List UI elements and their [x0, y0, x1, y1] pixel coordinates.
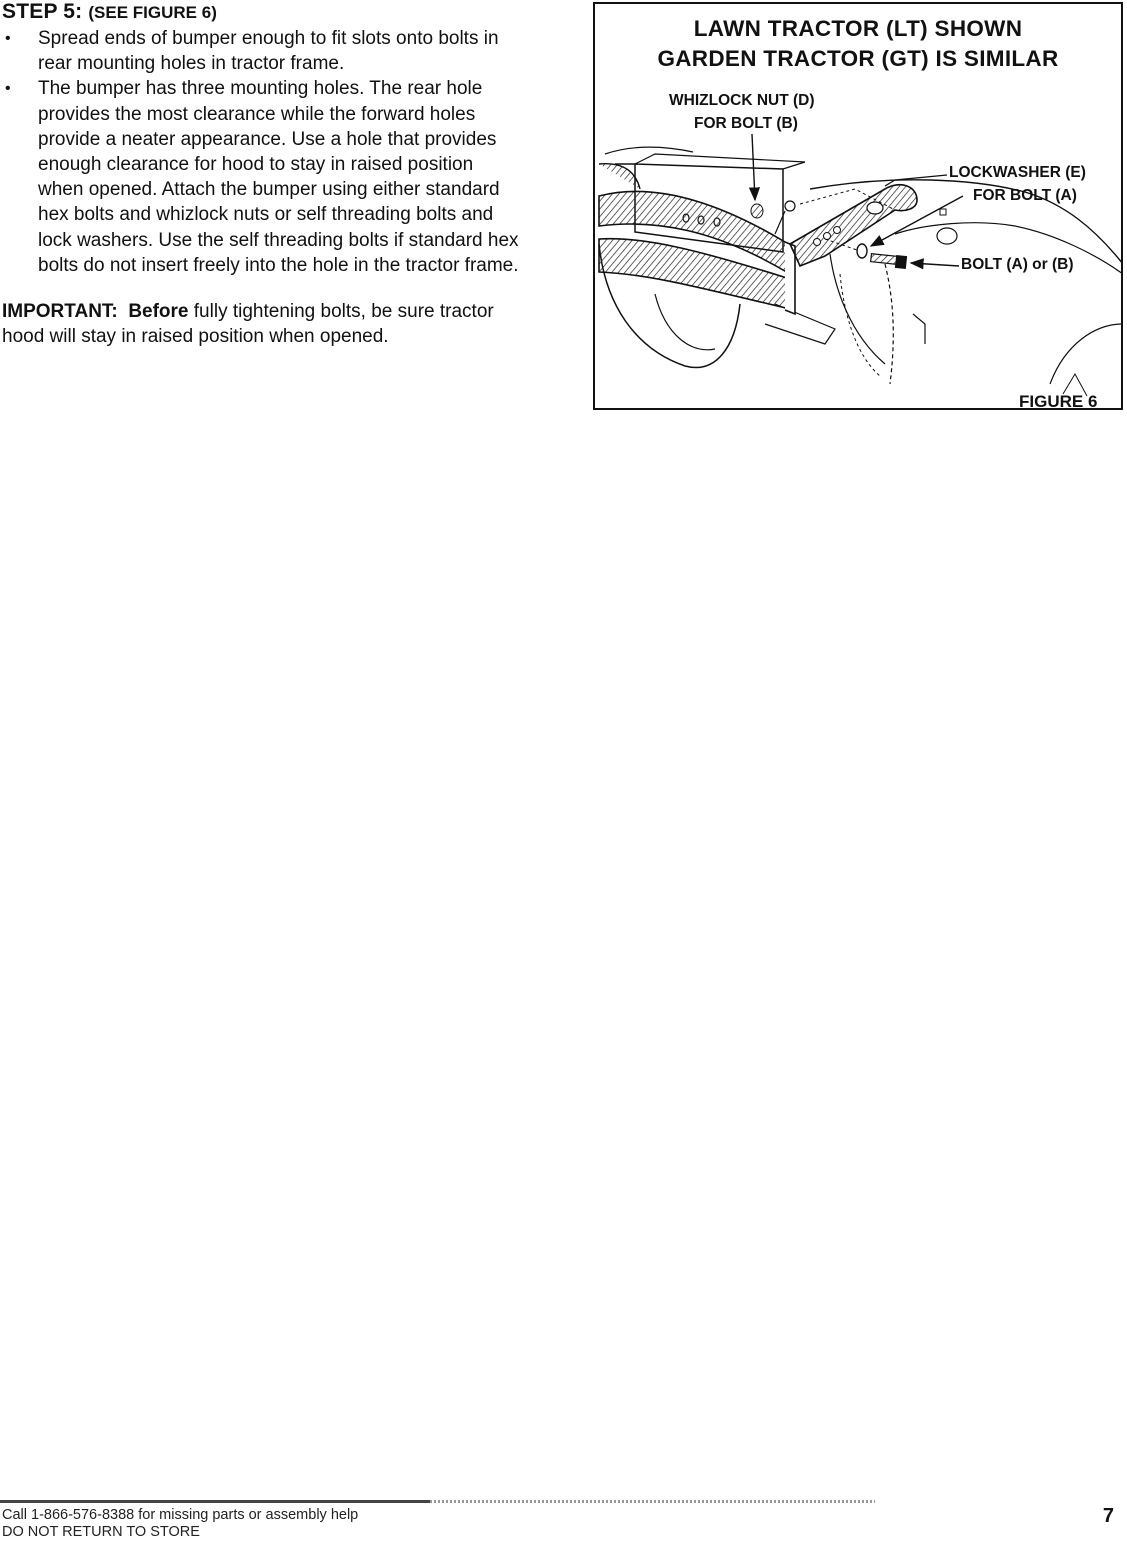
footer-text	[2, 1507, 358, 1541]
figure-6-box	[593, 2, 1123, 410]
figure-title-line-1: LAWN TRACTOR (LT) SHOWN	[693, 16, 1023, 41]
bullet-icon: •	[5, 30, 11, 47]
bullet-text: Spread ends of bumper enough to fit slots onto bolts in rear mounting holes in tractor frame.	[38, 28, 499, 75]
label-for-bolt-b: FOR BOLT (B)	[694, 115, 798, 132]
bullet-item	[2, 26, 522, 76]
label-lockwasher: LOCKWASHER (E)	[949, 164, 1086, 181]
bumper-bracket	[790, 185, 917, 266]
help-line: Call 1-866-576-8388 for missing parts or assembly help	[2, 1507, 359, 1523]
step-heading	[2, 0, 562, 25]
bullet-icon: •	[5, 80, 11, 98]
footer-rule	[0, 1500, 875, 1503]
important-keyword: Before	[128, 301, 189, 323]
figure-caption: FIGURE 6	[1019, 392, 1098, 410]
instructions-column	[2, 0, 562, 349]
bullet-item	[2, 76, 522, 278]
store-line: DO NOT RETURN TO STORE	[2, 1524, 200, 1540]
important-note	[2, 299, 502, 349]
tractor-body-right	[765, 180, 1123, 396]
step-title: STEP 5:	[2, 0, 83, 23]
label-bolt: BOLT (A) or (B)	[961, 256, 1074, 273]
step-bullets	[2, 26, 562, 278]
figure-title-line-2: GARDEN TRACTOR (GT) IS SIMILAR	[657, 46, 1059, 71]
label-for-bolt-a: FOR BOLT (A)	[973, 187, 1077, 204]
important-label: IMPORTANT:	[2, 301, 118, 323]
page-number: 7	[1102, 1505, 1114, 1527]
lockwasher-and-bolt	[825, 239, 907, 268]
important-text: fully tightening bolts, be sure tractor hood will stay in raised position when opened.	[2, 301, 494, 348]
figure-reference: (SEE FIGURE 6)	[88, 3, 217, 22]
bullet-text: The bumper has three mounting holes. The rear hole provides the most clearance while the forward holes provide a neater appearance. Use a hole that provides enough clearance for hood to stay in raised position when opened. Attach the bumper using either standard hex bolts and whizlock nuts or self threading bolts and lock washers. Use the self threading bolts if standard hex bolts do not insert freely into the hole in the tractor frame.	[38, 78, 519, 276]
label-whizlock-nut: WHIZLOCK NUT (D)	[669, 92, 815, 109]
